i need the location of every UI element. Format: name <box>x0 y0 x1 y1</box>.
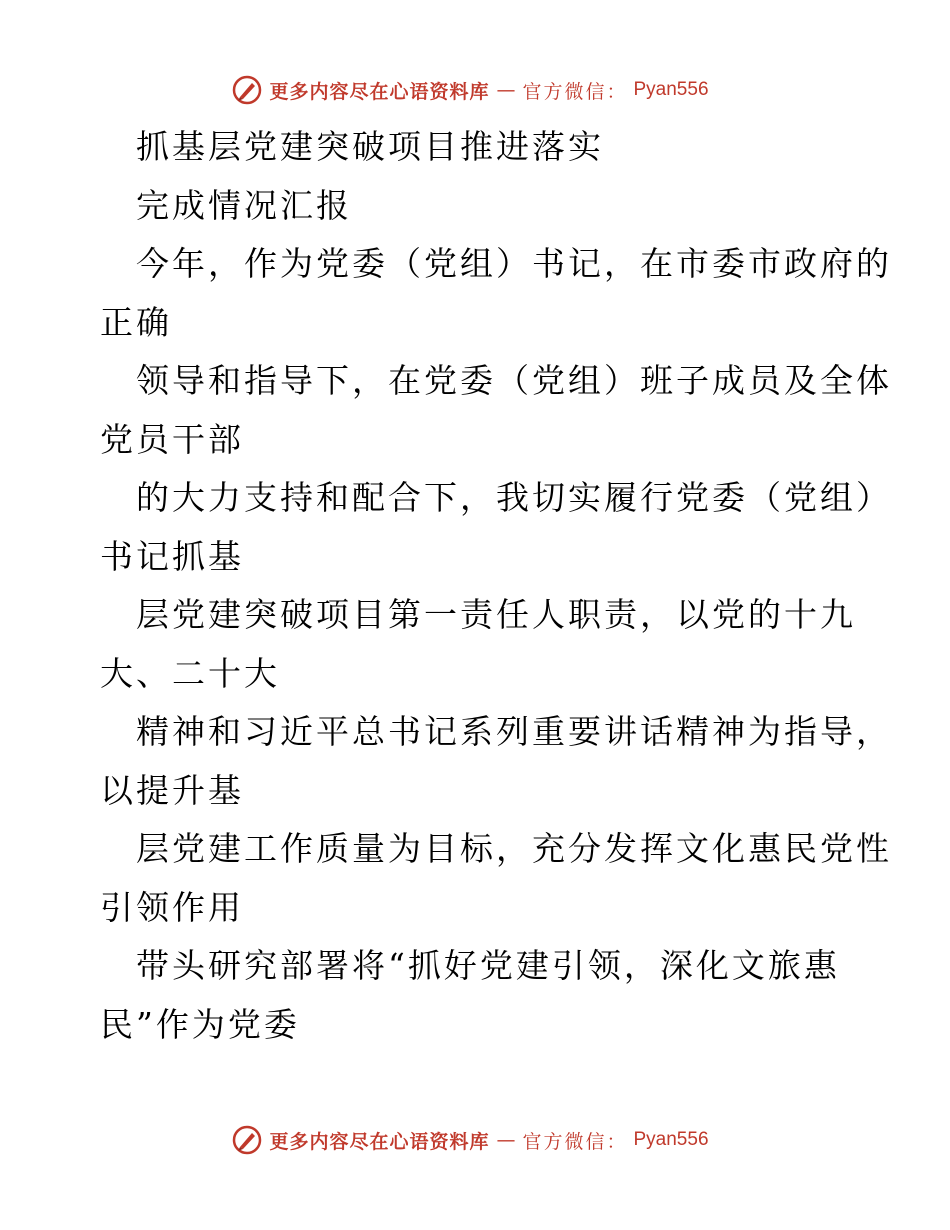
watermark-title: 更多内容尽在心语资料库 <box>269 80 490 103</box>
paragraph-line: 党员干部 <box>100 419 244 459</box>
paragraph-line: 层党建工作质量为目标，充分发挥文化惠民党性 <box>136 829 892 868</box>
paragraph-line: 的大力支持和配合下，我切实履行党委（党组） <box>136 478 892 517</box>
watermark-wechat-id: Pyan556 <box>633 79 709 100</box>
pen-logo-icon <box>231 1124 263 1156</box>
paragraph-line: 引领作用 <box>100 887 244 927</box>
watermark-group <box>231 74 708 106</box>
watermark-wechat-id: Pyan556 <box>633 1129 709 1150</box>
paragraph-line: 大、二十大 <box>100 653 280 693</box>
pen-logo-icon <box>231 74 263 106</box>
watermark-wechat-label: 官方微信： <box>522 80 628 103</box>
watermark-dash: — <box>496 1129 516 1151</box>
paragraph-line: 精神和习近平总书记系列重要讲话精神为指导， <box>136 712 892 751</box>
paragraph-line: 以提升基 <box>100 770 244 810</box>
paragraph-line: 领导和指导下，在党委（党组）班子成员及全体 <box>136 361 892 400</box>
watermark-wechat-label: 官方微信： <box>522 1130 628 1153</box>
watermark-group <box>231 1124 708 1156</box>
paragraph-line: 带头研究部署将“抓好党建引领，深化文旅惠 <box>136 946 840 985</box>
doc-title-line: 抓基层党建突破项目推进落实 <box>136 127 604 166</box>
document-body <box>100 118 892 1054</box>
paragraph-line: 书记抓基 <box>100 536 244 576</box>
watermark-title: 更多内容尽在心语资料库 <box>269 1130 490 1153</box>
watermark-dash: — <box>496 79 516 101</box>
paragraph-line: 正确 <box>100 302 172 342</box>
doc-subtitle-line: 完成情况汇报 <box>136 185 352 225</box>
footer-watermark <box>0 1120 950 1160</box>
paragraph-line: 层党建突破项目第一责任人职责，以党的十九 <box>136 595 856 634</box>
header-watermark <box>0 70 950 110</box>
paragraph-line: 今年，作为党委（党组）书记，在市委市政府的 <box>136 244 892 283</box>
paragraph-line: 民”作为党委 <box>100 1004 300 1044</box>
